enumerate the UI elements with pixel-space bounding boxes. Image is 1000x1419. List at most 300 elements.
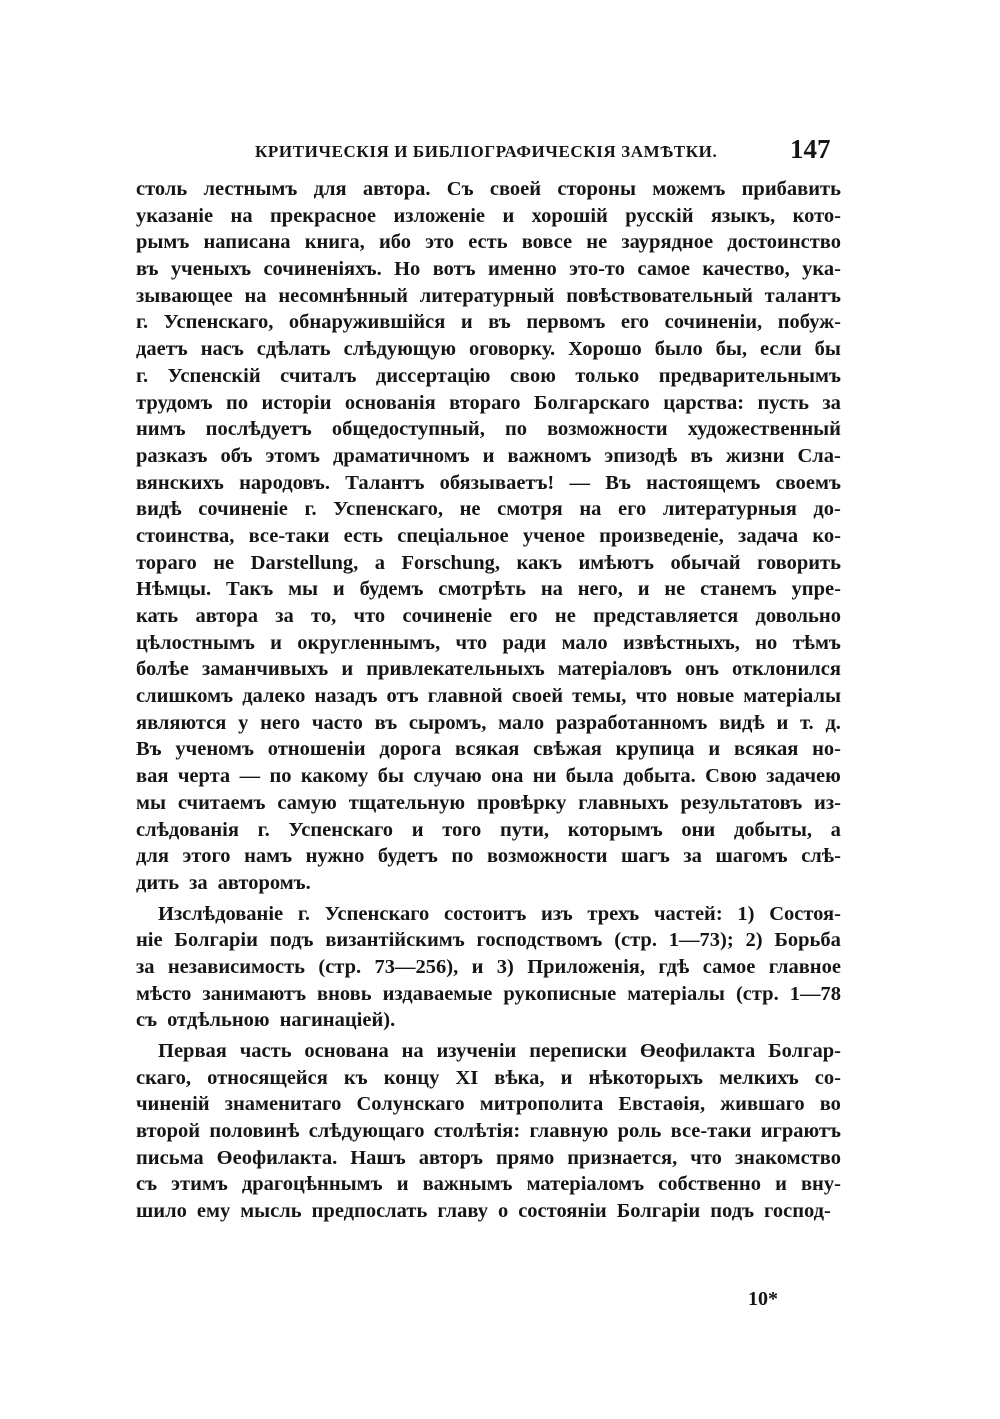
- word: 73—256),: [374, 955, 459, 978]
- word: сочиненіе: [402, 605, 493, 627]
- text-line: [136, 630, 841, 657]
- word: гдѣ: [658, 955, 690, 978]
- text-line: [136, 954, 841, 981]
- word: талантъ: [764, 284, 841, 307]
- word: слѣдующаго: [308, 1120, 425, 1143]
- word: болѣе: [136, 658, 189, 681]
- word: можемъ: [652, 178, 726, 200]
- word: ибо: [378, 231, 411, 254]
- word: качество,: [702, 258, 790, 281]
- word: признается,: [567, 1146, 678, 1169]
- word: и: [502, 204, 515, 227]
- word: задача: [738, 524, 799, 547]
- word: видѣ: [719, 711, 765, 734]
- word: из-: [814, 791, 841, 814]
- word: своей: [489, 178, 542, 200]
- word: 3): [496, 955, 514, 978]
- word: книга,: [304, 231, 365, 254]
- text-line: [136, 203, 841, 230]
- text-line: [136, 1145, 841, 1172]
- word: самое: [637, 258, 690, 281]
- word: роль: [617, 1120, 662, 1143]
- word: за: [822, 391, 841, 414]
- word: часто: [311, 711, 363, 734]
- word: добыта.: [623, 765, 696, 788]
- word: далеко: [242, 685, 306, 708]
- word: трудомъ: [136, 391, 213, 414]
- word: т.: [800, 711, 814, 734]
- word: упре-: [791, 578, 841, 601]
- word: Forschung,: [401, 551, 501, 574]
- text-line: [136, 790, 841, 817]
- text-line: [136, 817, 841, 844]
- word: насъ: [200, 338, 244, 361]
- word: у: [238, 711, 249, 734]
- word: ученыхъ: [170, 258, 252, 281]
- word: дорога: [379, 738, 442, 761]
- word: извѣстныхъ,: [622, 631, 740, 654]
- word: округленнымъ,: [297, 631, 441, 654]
- word: кать: [136, 605, 179, 627]
- paragraph: [136, 176, 841, 897]
- word: за: [136, 955, 155, 978]
- text-line: [136, 1038, 841, 1065]
- word: и: [775, 1173, 787, 1196]
- word: собственно: [658, 1173, 761, 1196]
- word: знакомство: [734, 1146, 841, 1169]
- word: она: [491, 765, 524, 788]
- word: подъ: [269, 929, 314, 952]
- word: трехъ: [587, 902, 640, 925]
- word: митрополита: [479, 1093, 604, 1116]
- word: это: [425, 231, 455, 254]
- word: ніе: [136, 929, 163, 952]
- text-line: [136, 981, 841, 1008]
- word: мы: [136, 791, 166, 814]
- word: сочиненіи,: [664, 311, 763, 334]
- word: рымъ: [136, 231, 190, 254]
- word: новые: [676, 685, 735, 708]
- word: Болгар-: [768, 1040, 841, 1062]
- word: Успенскаго: [288, 818, 393, 841]
- word: изложеніе: [393, 204, 486, 227]
- word: первомъ: [526, 311, 606, 334]
- word: матеріаломъ: [526, 1173, 645, 1196]
- word: мысль: [240, 1200, 302, 1223]
- word: письма: [136, 1146, 204, 1169]
- word: всякая: [455, 738, 520, 761]
- word: автора.: [362, 178, 431, 200]
- word: обязываетъ!: [439, 471, 555, 494]
- word: часть: [239, 1040, 292, 1062]
- word: главу: [437, 1200, 488, 1223]
- word: разказъ: [136, 444, 208, 467]
- word: Өеофилакта: [639, 1040, 756, 1062]
- word: вновь: [317, 982, 372, 1005]
- word: Хорошо: [568, 338, 642, 361]
- word: и: [560, 1066, 573, 1089]
- word: именно: [488, 258, 557, 281]
- word: и: [332, 578, 345, 601]
- word: играютъ: [760, 1120, 841, 1143]
- word: черта: [177, 765, 231, 788]
- word: обнаружившійся: [288, 311, 446, 334]
- body-text: [136, 176, 841, 1225]
- word: все-таки: [670, 1120, 752, 1143]
- word: считалъ: [280, 364, 357, 387]
- word: подъ: [710, 1200, 755, 1223]
- text-line: [136, 1198, 841, 1225]
- word: втораго: [449, 391, 521, 414]
- word: предварительнымъ: [658, 364, 841, 387]
- word: изученіи: [436, 1040, 517, 1062]
- word: Успенскаго: [324, 902, 430, 925]
- word: тщательную: [348, 791, 466, 814]
- word: знаменитаго: [224, 1093, 342, 1116]
- word: отношеніи: [267, 738, 366, 761]
- word: главныхъ: [578, 791, 669, 814]
- word: авторъ: [418, 1146, 483, 1169]
- word: концу: [383, 1066, 440, 1089]
- word: слѣдующую: [343, 338, 457, 361]
- word: отдѣльною: [167, 1009, 270, 1032]
- word: то,: [311, 605, 337, 627]
- word: сдѣлать: [256, 338, 331, 361]
- word: прямо: [495, 1146, 555, 1169]
- word: драгоцѣннымъ: [241, 1173, 383, 1196]
- word: общедоступный,: [331, 418, 485, 441]
- word: Свою: [705, 765, 757, 788]
- text-line: [136, 416, 841, 443]
- word: главное: [768, 955, 841, 978]
- word: Въ: [605, 471, 631, 494]
- word: обычай: [670, 551, 741, 574]
- word: бы,: [715, 338, 748, 361]
- word: лестнымъ: [203, 178, 298, 200]
- word: отъ: [386, 685, 419, 708]
- word: мало: [498, 711, 545, 734]
- word: за: [275, 605, 294, 627]
- text-line: [136, 363, 841, 390]
- word: языкъ,: [710, 204, 776, 227]
- word: темы,: [572, 685, 627, 708]
- word: литературный: [419, 284, 555, 307]
- word: настоящемъ: [646, 471, 761, 494]
- word: ни: [532, 765, 557, 788]
- word: и: [270, 631, 282, 654]
- word: него: [260, 711, 301, 734]
- word: половинѣ: [209, 1120, 300, 1143]
- word: вотъ: [432, 258, 476, 281]
- word: чиненій: [136, 1093, 210, 1116]
- word: возможности: [547, 418, 668, 441]
- word: имѣютъ: [578, 551, 654, 574]
- word: Такъ: [226, 578, 274, 601]
- word: пусть: [757, 391, 809, 414]
- word: будетъ: [377, 845, 438, 868]
- word: заманчивыхъ: [201, 658, 329, 681]
- word: во: [819, 1093, 841, 1116]
- word: спеціальное: [397, 524, 509, 547]
- word: мало: [561, 631, 608, 654]
- word: какому: [300, 765, 369, 788]
- word: исторіи: [261, 391, 332, 414]
- word: частей:: [653, 902, 723, 925]
- word: издаваемые: [382, 982, 493, 1005]
- word: станемъ: [700, 578, 777, 601]
- text-line: [136, 1091, 841, 1118]
- text-line: [136, 443, 841, 470]
- word: д.: [825, 711, 841, 734]
- text-line: [136, 256, 841, 283]
- word: Болгарскаго: [533, 391, 650, 414]
- paragraph: [136, 901, 841, 1034]
- text-line: [136, 176, 841, 203]
- word: эпизодѣ: [604, 444, 678, 467]
- word: и: [411, 818, 424, 841]
- word: столь: [136, 178, 188, 200]
- word: тѣмъ: [792, 631, 841, 654]
- word: его: [618, 498, 647, 521]
- word: Приложенія,: [527, 955, 646, 978]
- word: ему: [196, 1200, 231, 1223]
- word: по: [226, 391, 249, 414]
- text-line: [136, 603, 841, 630]
- word: второй: [136, 1120, 201, 1143]
- word: народовъ.: [239, 471, 330, 494]
- word: заурядное: [621, 231, 714, 254]
- word: (стр.: [614, 929, 657, 952]
- word: привлекательныхъ: [366, 658, 545, 681]
- text-line: [136, 336, 841, 363]
- word: достоинство: [727, 231, 841, 254]
- word: г.: [297, 902, 310, 925]
- word: какъ: [516, 551, 563, 574]
- word: бы: [377, 765, 404, 788]
- word: говорить: [757, 551, 841, 574]
- word: него,: [577, 578, 623, 601]
- word: главной: [427, 685, 503, 708]
- text-line: [136, 496, 841, 523]
- word: самое: [702, 955, 756, 978]
- word: русскій: [625, 204, 694, 227]
- word: шагомъ: [715, 845, 788, 868]
- word: на: [230, 204, 253, 227]
- text-line: [136, 470, 841, 497]
- word: не: [664, 578, 686, 601]
- word: не: [586, 231, 608, 254]
- paragraph: [136, 1038, 841, 1225]
- word: провѣрку: [476, 791, 567, 814]
- text-line: [136, 901, 841, 928]
- text-line: [136, 283, 841, 310]
- word: Нашъ: [350, 1146, 406, 1169]
- word: нагинаціей).: [279, 1009, 396, 1032]
- word: для: [313, 178, 347, 200]
- word: бы: [814, 338, 841, 361]
- word: оговорку.: [468, 338, 556, 361]
- word: что: [635, 685, 668, 708]
- word: предпослать: [311, 1200, 428, 1223]
- word: вѣка,: [494, 1066, 545, 1089]
- word: сочиненіяхъ.: [263, 258, 382, 281]
- word: скаго,: [136, 1066, 192, 1089]
- word: переписки: [529, 1040, 627, 1062]
- word: есть: [468, 231, 508, 254]
- word: крупица: [615, 738, 695, 761]
- word: господ-: [764, 1200, 831, 1223]
- word: для: [136, 845, 169, 868]
- word: г.: [136, 311, 149, 334]
- word: вовсе: [521, 231, 573, 254]
- text-line: [136, 576, 841, 603]
- word: диссертацію: [375, 364, 491, 387]
- word: сочиненіе: [198, 498, 288, 521]
- word: г.: [304, 498, 317, 521]
- word: по: [504, 418, 527, 441]
- word: но: [755, 631, 778, 654]
- word: стороны: [557, 178, 636, 200]
- word: цѣлостнымъ: [136, 631, 255, 654]
- word: ука-: [802, 258, 841, 281]
- word: шило: [136, 1200, 187, 1223]
- text-line: [136, 1065, 841, 1092]
- word: къ: [343, 1066, 368, 1089]
- word: возможности: [487, 845, 608, 868]
- word: состояніи: [518, 1200, 607, 1223]
- word: вянскихъ: [136, 471, 224, 494]
- word: съ: [136, 1009, 158, 1032]
- word: сыромъ,: [408, 711, 487, 734]
- word: добыты,: [733, 818, 812, 841]
- word: художественный: [687, 418, 841, 441]
- word: —: [569, 471, 591, 494]
- word: матеріалы: [743, 685, 841, 708]
- word: Съ: [446, 178, 474, 200]
- text-line: [136, 927, 841, 954]
- word: жизни: [725, 444, 785, 467]
- text-line: [136, 683, 841, 710]
- word: ученое: [522, 524, 585, 547]
- word: Въ: [136, 738, 162, 761]
- word: нѣкоторыхъ: [588, 1066, 703, 1089]
- word: Успенскаго,: [333, 498, 443, 521]
- word: и: [776, 711, 789, 734]
- word: Талантъ: [345, 471, 425, 494]
- text-line: [136, 843, 841, 870]
- text-line: [136, 309, 841, 336]
- word: есть: [343, 524, 383, 547]
- word: матеріаловъ: [557, 658, 672, 681]
- word: отклонился: [732, 658, 841, 681]
- word: основана: [304, 1040, 389, 1062]
- text-line: [136, 763, 841, 790]
- word: что: [455, 631, 488, 654]
- word: Болгаріи: [174, 929, 258, 952]
- word: господствомъ: [476, 929, 603, 952]
- word: вая: [136, 765, 169, 788]
- word: на: [401, 1040, 424, 1062]
- word: состоитъ: [443, 902, 527, 925]
- word: довольно: [755, 605, 841, 627]
- word: но-: [812, 738, 841, 761]
- word: кото-: [792, 204, 841, 227]
- word: 1): [737, 902, 755, 925]
- word: представляется: [593, 605, 739, 627]
- word: послѣдуетъ: [205, 418, 312, 441]
- word: мы: [288, 578, 319, 601]
- word: зывающее: [136, 284, 233, 307]
- word: своей: [511, 685, 564, 708]
- word: слишкомъ: [136, 685, 234, 708]
- word: и: [637, 578, 650, 601]
- word: случаю: [413, 765, 482, 788]
- word: хорошій: [531, 204, 608, 227]
- text-line: [136, 870, 841, 897]
- word: прекрасное: [269, 204, 377, 227]
- word: Солунскаго: [356, 1093, 465, 1116]
- word: этого: [182, 845, 231, 868]
- word: это-то: [569, 258, 625, 281]
- word: написана: [203, 231, 291, 254]
- word: и: [482, 444, 495, 467]
- word: что: [690, 1146, 722, 1169]
- word: Евстаөія,: [618, 1093, 706, 1116]
- text-line: [136, 710, 841, 737]
- word: этомъ: [265, 444, 320, 467]
- word: если: [759, 338, 802, 361]
- word: важномъ: [507, 444, 592, 467]
- word: авторомъ.: [217, 871, 311, 894]
- word: его: [620, 311, 650, 334]
- word: Но: [394, 258, 421, 281]
- word: не: [459, 498, 481, 521]
- word: важнымъ: [422, 1173, 513, 1196]
- word: побуж-: [777, 311, 841, 334]
- word: и: [396, 1173, 409, 1196]
- word: относящейся: [207, 1066, 328, 1089]
- word: они: [681, 818, 716, 841]
- word: XI: [455, 1066, 479, 1089]
- word: вну-: [800, 1173, 841, 1196]
- word: о: [497, 1200, 509, 1223]
- text-line: [136, 1007, 841, 1034]
- word: драматичномъ: [333, 444, 470, 467]
- word: слѣ-: [801, 845, 841, 868]
- word: даетъ: [136, 338, 188, 361]
- word: главную: [529, 1120, 609, 1143]
- word: Изслѣдованіе: [158, 902, 284, 925]
- word: повѣствовательный: [566, 284, 753, 307]
- word: г.: [136, 364, 149, 387]
- word: стоинства,: [136, 524, 235, 547]
- word: независимость: [167, 955, 306, 978]
- text-line: [136, 1171, 841, 1198]
- word: прибавить: [741, 178, 841, 200]
- word: на: [244, 284, 267, 307]
- word: все-таки: [248, 524, 330, 547]
- word: самую: [277, 791, 337, 814]
- word: Состоя-: [769, 902, 841, 925]
- word: указаніе: [136, 204, 214, 227]
- word: а: [830, 818, 841, 841]
- word: считаемъ: [177, 791, 266, 814]
- word: ради: [502, 631, 547, 654]
- word: матеріалы: [627, 982, 725, 1005]
- word: его: [509, 605, 538, 627]
- word: результатовъ: [680, 791, 803, 814]
- word: въ: [374, 711, 398, 734]
